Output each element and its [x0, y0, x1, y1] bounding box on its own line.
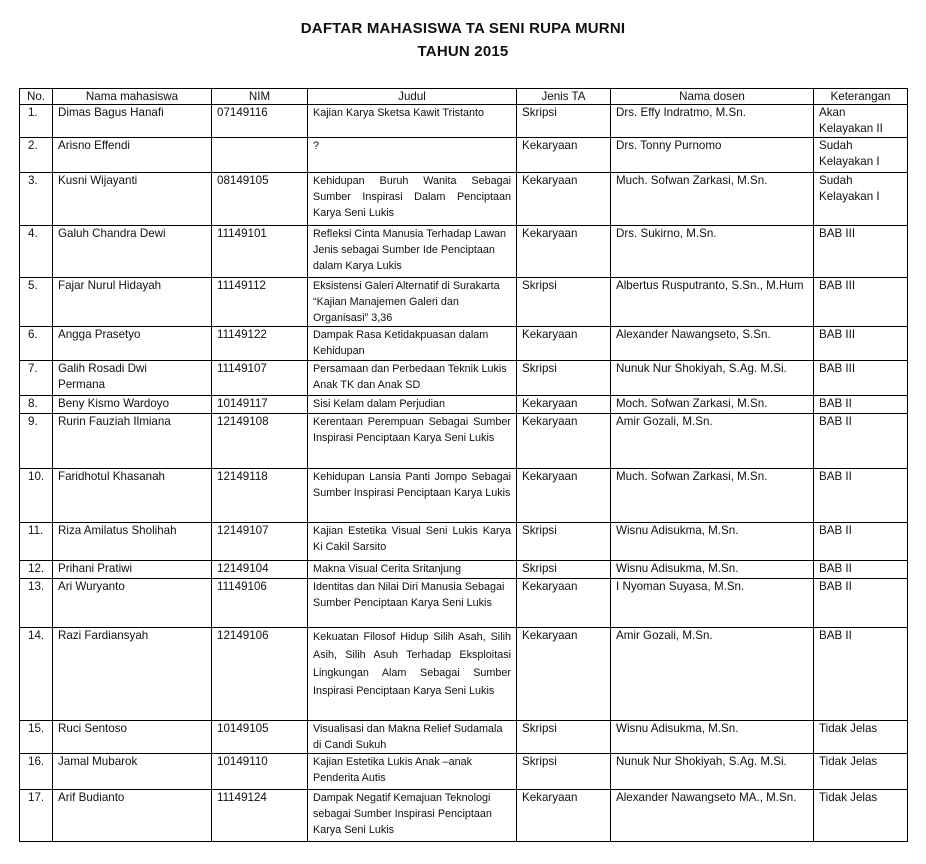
- cell-nim: 12149108: [212, 414, 308, 469]
- table-row: [20, 414, 908, 469]
- cell-nama: Rurin Fauziah Ilmiana: [53, 414, 212, 469]
- cell-keterangan: BAB II: [814, 396, 908, 414]
- cell-dosen: Albertus Rusputranto, S.Sn., M.Hum: [611, 278, 814, 327]
- cell-keterangan: BAB III: [814, 226, 908, 278]
- cell-no: 11.: [20, 523, 53, 561]
- cell-nim: 11149107: [212, 361, 308, 396]
- cell-nama: Faridhotul Khasanah: [53, 469, 212, 523]
- cell-no: 7.: [20, 361, 53, 396]
- table-row: [20, 523, 908, 561]
- cell-nama: Angga Prasetyo: [53, 327, 212, 361]
- table-row: [20, 361, 908, 396]
- cell-jenis: Skripsi: [517, 278, 611, 327]
- cell-judul: Persamaan dan Perbedaan Teknik Lukis Anak TK dan Anak SD: [308, 361, 517, 396]
- cell-nim: 10149117: [212, 396, 308, 414]
- cell-keterangan: BAB II: [814, 561, 908, 579]
- cell-no: 9.: [20, 414, 53, 469]
- cell-dosen: Drs. Effy Indratmo, M.Sn.: [611, 105, 814, 138]
- cell-judul: Kekuatan Filosof Hidup Silih Asah, Silih Asih, Silih Asuh Terhadap Eksploitasi Lingkungan Alam Sebagai Sumber Inspirasi Penciptaan Karya Seni Lukis: [308, 628, 517, 721]
- cell-nim: 11149124: [212, 790, 308, 842]
- cell-no: 14.: [20, 628, 53, 721]
- cell-judul: Kajian Estetika Visual Seni Lukis Karya Ki Cakil Sarsito: [308, 523, 517, 561]
- cell-keterangan: Tidak Jelas: [814, 790, 908, 842]
- cell-jenis: Skripsi: [517, 105, 611, 138]
- cell-nim: 12149118: [212, 469, 308, 523]
- cell-dosen: I Nyoman Suyasa, M.Sn.: [611, 579, 814, 628]
- cell-nama: Ruci Sentoso: [53, 721, 212, 754]
- cell-no: 2.: [20, 138, 53, 173]
- cell-keterangan: BAB III: [814, 327, 908, 361]
- cell-no: 15.: [20, 721, 53, 754]
- cell-jenis: Skripsi: [517, 721, 611, 754]
- cell-judul: ?: [308, 138, 517, 173]
- cell-judul: Dampak Negatif Kemajuan Teknologi sebagai Sumber Inspirasi Penciptaan Karya Seni Lukis: [308, 790, 517, 842]
- cell-dosen: Drs. Tonny Purnomo: [611, 138, 814, 173]
- table-row: [20, 561, 908, 579]
- cell-judul: Dampak Rasa Ketidakpuasan dalam Kehidupan: [308, 327, 517, 361]
- cell-jenis: Skripsi: [517, 754, 611, 790]
- cell-no: 13.: [20, 579, 53, 628]
- cell-judul: Kehidupan Lansia Panti Jompo Sebagai Sumber Inspirasi Penciptaan Karya Lukis: [308, 469, 517, 523]
- cell-keterangan: BAB III: [814, 361, 908, 396]
- cell-jenis: Kekaryaan: [517, 396, 611, 414]
- cell-keterangan: Tidak Jelas: [814, 721, 908, 754]
- cell-nim: [212, 138, 308, 173]
- table-row: [20, 469, 908, 523]
- cell-keterangan: BAB II: [814, 414, 908, 469]
- cell-judul: Makna Visual Cerita Sritanjung: [308, 561, 517, 579]
- cell-keterangan: BAB III: [814, 278, 908, 327]
- cell-judul: Sisi Kelam dalam Perjudian: [308, 396, 517, 414]
- cell-jenis: Kekaryaan: [517, 226, 611, 278]
- header-jenis: Jenis TA: [517, 89, 611, 105]
- cell-judul: Refleksi Cinta Manusia Terhadap Lawan Jenis sebagai Sumber Ide Penciptaan dalam Karya Lukis: [308, 226, 517, 278]
- cell-nim: 11149112: [212, 278, 308, 327]
- cell-nama: Jamal Mubarok: [53, 754, 212, 790]
- cell-judul: Kajian Karya Sketsa Kawit Tristanto: [308, 105, 517, 138]
- cell-nama: Galih Rosadi Dwi Permana: [53, 361, 212, 396]
- header-nim: NIM: [212, 89, 308, 105]
- cell-dosen: Wisnu Adisukma, M.Sn.: [611, 721, 814, 754]
- cell-nama: Arisno Effendi: [53, 138, 212, 173]
- table-row: [20, 790, 908, 842]
- cell-nama: Galuh Chandra Dewi: [53, 226, 212, 278]
- table-row: [20, 327, 908, 361]
- cell-jenis: Kekaryaan: [517, 173, 611, 226]
- cell-judul: Kerentaan Perempuan Sebagai Sumber Inspirasi Penciptaan Karya Seni Lukis: [308, 414, 517, 469]
- cell-nama: Kusni Wijayanti: [53, 173, 212, 226]
- cell-nim: 12149107: [212, 523, 308, 561]
- cell-jenis: Kekaryaan: [517, 414, 611, 469]
- cell-no: 10.: [20, 469, 53, 523]
- cell-dosen: Nunuk Nur Shokiyah, S.Ag. M.Si.: [611, 754, 814, 790]
- cell-no: 12.: [20, 561, 53, 579]
- cell-jenis: Kekaryaan: [517, 327, 611, 361]
- cell-dosen: Much. Sofwan Zarkasi, M.Sn.: [611, 173, 814, 226]
- cell-nim: 11149106: [212, 579, 308, 628]
- cell-jenis: Kekaryaan: [517, 469, 611, 523]
- cell-jenis: Skripsi: [517, 361, 611, 396]
- cell-judul: Identitas dan Nilai Diri Manusia Sebagai Sumber Penciptaan Karya Seni Lukis: [308, 579, 517, 628]
- cell-judul: Kajian Estetika Lukis Anak –anak Penderita Autis: [308, 754, 517, 790]
- cell-keterangan: Sudah Kelayakan I: [814, 138, 908, 173]
- cell-dosen: Alexander Nawangseto MA., M.Sn.: [611, 790, 814, 842]
- cell-dosen: Amir Gozali, M.Sn.: [611, 414, 814, 469]
- cell-nama: Prihani Pratiwi: [53, 561, 212, 579]
- cell-no: 8.: [20, 396, 53, 414]
- document-title: DAFTAR MAHASISWA TA SENI RUPA MURNI: [300, 20, 626, 37]
- document-subtitle: TAHUN 2015: [417, 43, 509, 60]
- cell-keterangan: Tidak Jelas: [814, 754, 908, 790]
- cell-no: 4.: [20, 226, 53, 278]
- cell-dosen: Drs. Sukirno, M.Sn.: [611, 226, 814, 278]
- header-judul: Judul: [308, 89, 517, 105]
- cell-nim: 11149122: [212, 327, 308, 361]
- table-row: [20, 226, 908, 278]
- cell-keterangan: BAB II: [814, 628, 908, 721]
- cell-jenis: Skripsi: [517, 523, 611, 561]
- cell-no: 5.: [20, 278, 53, 327]
- cell-nama: Razi Fardiansyah: [53, 628, 212, 721]
- cell-dosen: Wisnu Adisukma, M.Sn.: [611, 561, 814, 579]
- cell-dosen: Much. Sofwan Zarkasi, M.Sn.: [611, 469, 814, 523]
- cell-no: 1.: [20, 105, 53, 138]
- cell-keterangan: Akan Kelayakan II: [814, 105, 908, 138]
- cell-jenis: Kekaryaan: [517, 138, 611, 173]
- cell-jenis: Kekaryaan: [517, 790, 611, 842]
- table-row: [20, 754, 908, 790]
- cell-dosen: Amir Gozali, M.Sn.: [611, 628, 814, 721]
- cell-keterangan: BAB II: [814, 523, 908, 561]
- table-row: [20, 138, 908, 173]
- cell-jenis: Skripsi: [517, 561, 611, 579]
- cell-dosen: Wisnu Adisukma, M.Sn.: [611, 523, 814, 561]
- table-row: [20, 721, 908, 754]
- table-row: [20, 628, 908, 721]
- cell-nama: Dimas Bagus Hanafi: [53, 105, 212, 138]
- cell-nim: 12149104: [212, 561, 308, 579]
- table-row: [20, 173, 908, 226]
- cell-nama: Fajar Nurul Hidayah: [53, 278, 212, 327]
- header-dosen: Nama dosen: [611, 89, 814, 105]
- cell-nama: Riza Amilatus Sholihah: [53, 523, 212, 561]
- cell-judul: Eksistensi Galeri Alternatif di Surakarta “Kajian Manajemen Galeri dan Organisasi” 3,36: [308, 278, 517, 327]
- cell-nama: Beny Kismo Wardoyo: [53, 396, 212, 414]
- cell-jenis: Kekaryaan: [517, 579, 611, 628]
- cell-nama: Ari Wuryanto: [53, 579, 212, 628]
- cell-dosen: Moch. Sofwan Zarkasi, M.Sn.: [611, 396, 814, 414]
- table-row: [20, 579, 908, 628]
- header-nama: Nama mahasiswa: [53, 89, 212, 105]
- cell-keterangan: Sudah Kelayakan I: [814, 173, 908, 226]
- table-row: [20, 278, 908, 327]
- table-row: [20, 105, 908, 138]
- cell-nama: Arif Budianto: [53, 790, 212, 842]
- cell-nim: 10149110: [212, 754, 308, 790]
- cell-no: 17.: [20, 790, 53, 842]
- header-keterangan: Keterangan: [814, 89, 908, 105]
- header-no: No.: [20, 89, 53, 105]
- cell-no: 6.: [20, 327, 53, 361]
- cell-judul: Visualisasi dan Makna Relief Sudamala di Candi Sukuh: [308, 721, 517, 754]
- cell-nim: 12149106: [212, 628, 308, 721]
- cell-dosen: Nunuk Nur Shokiyah, S.Ag. M.Si.: [611, 361, 814, 396]
- cell-no: 3.: [20, 173, 53, 226]
- cell-nim: 11149101: [212, 226, 308, 278]
- cell-no: 16.: [20, 754, 53, 790]
- cell-keterangan: BAB II: [814, 469, 908, 523]
- cell-keterangan: BAB II: [814, 579, 908, 628]
- student-table: [19, 88, 908, 842]
- header-row: [20, 89, 908, 105]
- cell-jenis: Kekaryaan: [517, 628, 611, 721]
- cell-nim: 08149105: [212, 173, 308, 226]
- cell-nim: 07149116: [212, 105, 308, 138]
- table-row: [20, 396, 908, 414]
- cell-dosen: Alexander Nawangseto, S.Sn.: [611, 327, 814, 361]
- cell-nim: 10149105: [212, 721, 308, 754]
- cell-judul: Kehidupan Buruh Wanita Sebagai Sumber Inspirasi Dalam Penciptaan Karya Seni Lukis: [308, 173, 517, 226]
